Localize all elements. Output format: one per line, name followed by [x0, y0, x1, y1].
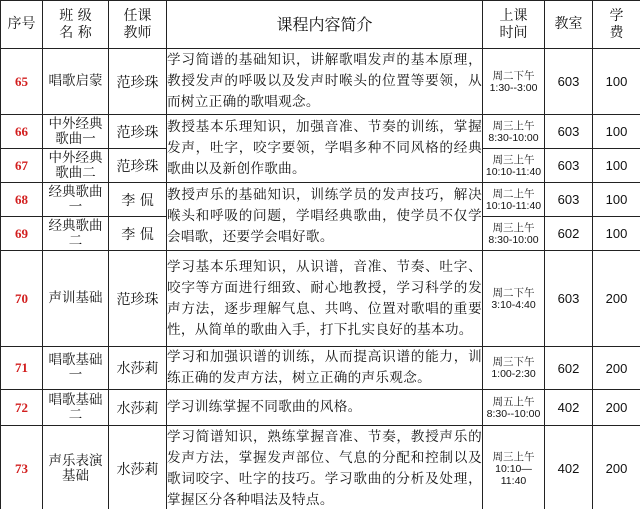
class-name: 经典歌曲 二 [43, 217, 109, 251]
course-intro: 教授基本乐理知识，加强音准、节奏的训练，掌握发声，吐字，咬字要领，学唱多种不同风格的经典歌曲以及新创作歌曲。 [167, 115, 483, 183]
teacher-name: 范珍珠 [109, 149, 167, 183]
header-fee: 学 费 [593, 1, 640, 49]
class-time: 周三上午 8:30-10:00 [483, 115, 545, 149]
tuition-fee: 100 [593, 149, 640, 183]
header-time: 上课 时间 [483, 1, 545, 49]
class-name: 中外经典 歌曲二 [43, 149, 109, 183]
course-intro: 学习简谱知识，熟练掌握音准、节奏，教授声乐的发声方法，掌握发声部位、气息的分配和控制以及歌词咬字、吐字的技巧。学习歌曲的分析及处理，掌握区分各种唱法及特点。 [167, 426, 483, 509]
tuition-fee: 200 [593, 390, 640, 426]
course-intro: 教授声乐的基础知识，训练学员的发声技巧，解决喉头和呼吸的问题，学唱经典歌曲，使学员不仅学会唱歌，还要学会唱好歌。 [167, 183, 483, 251]
tuition-fee: 200 [593, 426, 640, 509]
classroom: 402 [545, 426, 593, 509]
tuition-fee: 100 [593, 115, 640, 149]
class-time: 周二上午 10:10-11:40 [483, 183, 545, 217]
table-row [1, 347, 640, 390]
course-intro: 学习基本乐理知识，从识谱，音准、节奏、吐字、咬字等方面进行细致、耐心地教授，学习科学的发声方法，逐步理解气息、共鸣、位置对歌唱的重要性，从简单的歌曲入手，打下扎实良好的基本功。 [167, 251, 483, 347]
table-row [1, 390, 640, 426]
teacher-name: 范珍珠 [109, 251, 167, 347]
classroom: 603 [545, 149, 593, 183]
classroom: 602 [545, 347, 593, 390]
course-intro: 学习和加强识谱的训练，从而提高识谱的能力，训练正确的发声方法，树立正确的声乐观念。 [167, 347, 483, 390]
header-intro: 课程内容简介 [167, 1, 483, 49]
class-name: 声训基础 [43, 251, 109, 347]
header-no: 序号 [1, 1, 43, 49]
class-time: 周二下午 1:30--3:00 [483, 49, 545, 115]
teacher-name: 水莎莉 [109, 426, 167, 509]
teacher-name: 水莎莉 [109, 347, 167, 390]
tuition-fee: 200 [593, 347, 640, 390]
class-name: 经典歌曲 一 [43, 183, 109, 217]
classroom: 603 [545, 183, 593, 217]
class-name: 唱歌基础 二 [43, 390, 109, 426]
tuition-fee: 100 [593, 217, 640, 251]
row-number: 66 [1, 115, 43, 149]
row-number: 67 [1, 149, 43, 183]
teacher-name: 范珍珠 [109, 115, 167, 149]
teacher-name: 李 侃 [109, 183, 167, 217]
teacher-name: 范珍珠 [109, 49, 167, 115]
class-time: 周三上午 10:10-11:40 [483, 149, 545, 183]
header-row [1, 1, 640, 49]
tuition-fee: 200 [593, 251, 640, 347]
class-time: 周三上午 10:10— 11:40 [483, 426, 545, 509]
tuition-fee: 100 [593, 183, 640, 217]
row-number: 72 [1, 390, 43, 426]
row-number: 69 [1, 217, 43, 251]
teacher-name: 李 侃 [109, 217, 167, 251]
classroom: 602 [545, 217, 593, 251]
classroom: 603 [545, 251, 593, 347]
table-row [1, 115, 640, 149]
header-room: 教室 [545, 1, 593, 49]
classroom: 402 [545, 390, 593, 426]
course-intro: 学习训练掌握不同歌曲的风格。 [167, 390, 483, 426]
header-class-name: 班 级 名 称 [43, 1, 109, 49]
class-name: 中外经典 歌曲一 [43, 115, 109, 149]
table-row [1, 251, 640, 347]
row-number: 68 [1, 183, 43, 217]
row-number: 70 [1, 251, 43, 347]
tuition-fee: 100 [593, 49, 640, 115]
class-name: 声乐表演 基础 [43, 426, 109, 509]
table-row [1, 426, 640, 509]
class-name: 唱歌基础 一 [43, 347, 109, 390]
classroom: 603 [545, 115, 593, 149]
teacher-name: 水莎莉 [109, 390, 167, 426]
header-teacher: 任课 教师 [109, 1, 167, 49]
class-time: 周三上午 8:30-10:00 [483, 217, 545, 251]
class-time: 周二下午 3:10-4:40 [483, 251, 545, 347]
table-row [1, 183, 640, 217]
row-number: 71 [1, 347, 43, 390]
table-row [1, 49, 640, 115]
classroom: 603 [545, 49, 593, 115]
class-time: 周三下午 1:00-2:30 [483, 347, 545, 390]
course-intro: 学习简谱的基础知识，讲解歌唱发声的基本原理，教授发声的呼吸以及发声时喉头的位置等要领，从而树立正确的歌唱观念。 [167, 49, 483, 115]
row-number: 65 [1, 49, 43, 115]
class-name: 唱歌启蒙 [43, 49, 109, 115]
row-number: 73 [1, 426, 43, 509]
class-time: 周五上午 8:30--10:00 [483, 390, 545, 426]
